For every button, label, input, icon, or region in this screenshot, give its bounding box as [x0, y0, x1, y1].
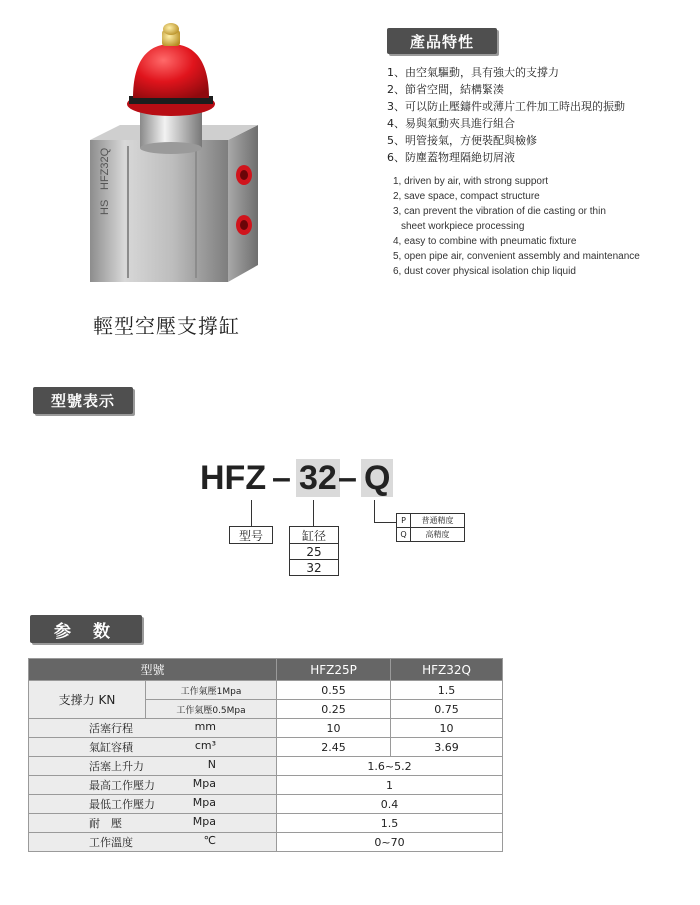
header-col-hfz32q: HFZ32Q: [391, 659, 503, 681]
support-force-label: 支撐力 KN: [29, 681, 146, 719]
cylinder-body-side: [228, 125, 258, 282]
table-cell: 2.45: [277, 738, 391, 757]
param-label-cell: [29, 795, 277, 814]
param-unit: mm: [194, 720, 217, 733]
table-cell: 1.5: [277, 814, 503, 833]
table-header-row: [29, 659, 503, 681]
params-table: [28, 658, 503, 852]
param-label-cell: [29, 776, 277, 795]
product-brand-mark: HS: [99, 199, 111, 215]
param-label-cell: [29, 738, 277, 757]
precision-label-box: 普通精度: [410, 513, 465, 528]
table-row: [29, 719, 503, 738]
feature-en-item: 3, can prevent the vibration of die casting or thin: [393, 206, 606, 217]
connector-precision-h: [374, 522, 396, 523]
precision-code-box: P: [396, 513, 411, 528]
precision-label-box: 高精度: [410, 527, 465, 542]
table-cell: 1.5: [391, 681, 503, 700]
param-name: 工作溫度: [89, 836, 133, 849]
feature-zh-item: 1、由空氣驅動，具有強大的支撐力: [387, 66, 559, 79]
param-name: 耐 壓: [89, 817, 122, 830]
precision-code-box: Q: [396, 527, 411, 542]
table-row: [29, 738, 503, 757]
feature-zh-item: 5、明管接氣，方便裝配與檢修: [387, 134, 537, 147]
bore-option-box: 25: [289, 543, 339, 560]
table-row: [29, 795, 503, 814]
table-cell: 0.75: [391, 700, 503, 719]
feature-en-item: 4, easy to combine with pneumatic fixture: [393, 236, 577, 247]
header-model-label: 型號: [29, 659, 277, 681]
model-code-dash-2: –: [338, 459, 357, 497]
header-col-hfz25p: HFZ25P: [277, 659, 391, 681]
features-list-english: [393, 174, 693, 279]
product-caption: 輕型空壓支撐缸: [93, 314, 240, 338]
param-unit: N: [207, 758, 217, 771]
table-cell: 0~70: [277, 833, 503, 852]
table-row: [29, 814, 503, 833]
param-name: 氣缸容積: [89, 741, 133, 754]
table-cell: 0.4: [277, 795, 503, 814]
table-cell: 10: [277, 719, 391, 738]
connector-bore: [313, 500, 314, 526]
param-name: 活塞上升力: [89, 760, 144, 773]
bore-option-box: 32: [289, 559, 339, 576]
param-name: 最高工作壓力: [89, 779, 155, 792]
table-cell: 0.55: [277, 681, 391, 700]
feature-zh-item: 6、防塵蓋物理隔絶切屑液: [387, 151, 515, 164]
param-unit: ℃: [203, 834, 217, 847]
table-row: [29, 757, 503, 776]
model-code-precision: [361, 458, 393, 498]
feature-en-item: 1, driven by air, with strong support: [393, 176, 549, 187]
model-code-dash-1: –: [272, 459, 291, 497]
features-list-chinese: [387, 64, 687, 166]
param-unit: Mpa: [192, 777, 217, 790]
connector-type: [251, 500, 252, 526]
param-label-cell: [29, 833, 277, 852]
param-unit: Mpa: [192, 796, 217, 809]
param-label-cell: [29, 757, 277, 776]
param-name: 活塞行程: [89, 722, 133, 735]
table-cell: 1: [277, 776, 503, 795]
model-code-bore-value: 32: [296, 459, 340, 497]
bore-label-box: 缸径: [289, 526, 339, 544]
feature-zh-item: 2、節省空間，結構緊湊: [387, 83, 504, 96]
table-cell: 10: [391, 719, 503, 738]
param-unit: Mpa: [192, 815, 217, 828]
feature-en-item: 6, dust cover physical isolation chip liquid: [393, 266, 576, 277]
support-sub-label: 工作氣壓0.5Mpa: [146, 700, 277, 719]
param-label-cell: [29, 719, 277, 738]
model-code-bore: [296, 458, 340, 498]
table-row: [29, 776, 503, 795]
features-heading: 產品特性: [387, 28, 497, 54]
support-sub-label: 工作氣壓1Mpa: [146, 681, 277, 700]
model-heading: 型號表示: [33, 387, 133, 414]
table-cell: 3.69: [391, 738, 503, 757]
type-label-box: 型号: [229, 526, 273, 544]
feature-zh-item: 4、易與氣動夾具進行組合: [387, 117, 515, 130]
param-label-cell: [29, 814, 277, 833]
params-heading: 参 数: [30, 615, 142, 643]
dust-cap: [133, 44, 209, 98]
param-unit: cm³: [194, 739, 217, 752]
table-row: [29, 681, 503, 700]
feature-en-item: 5, open pipe air, convenient assembly and maintenance: [393, 251, 640, 262]
param-name: 最低工作壓力: [89, 798, 155, 811]
product-image: [78, 20, 278, 290]
model-code-prefix: HFZ: [200, 459, 267, 497]
product-model-label: HFZ32Q: [99, 147, 111, 190]
table-row: [29, 833, 503, 852]
table-cell: 1.6~5.2: [277, 757, 503, 776]
feature-zh-item: 3、可以防止壓鑄件或薄片工件加工時出現的振動: [387, 100, 625, 113]
feature-en-item: sheet workpiece processing: [401, 221, 525, 232]
model-code-precision-value: Q: [361, 459, 393, 497]
table-cell: 0.25: [277, 700, 391, 719]
connector-precision: [374, 500, 375, 522]
feature-en-item: 2, save space, compact structure: [393, 191, 540, 202]
